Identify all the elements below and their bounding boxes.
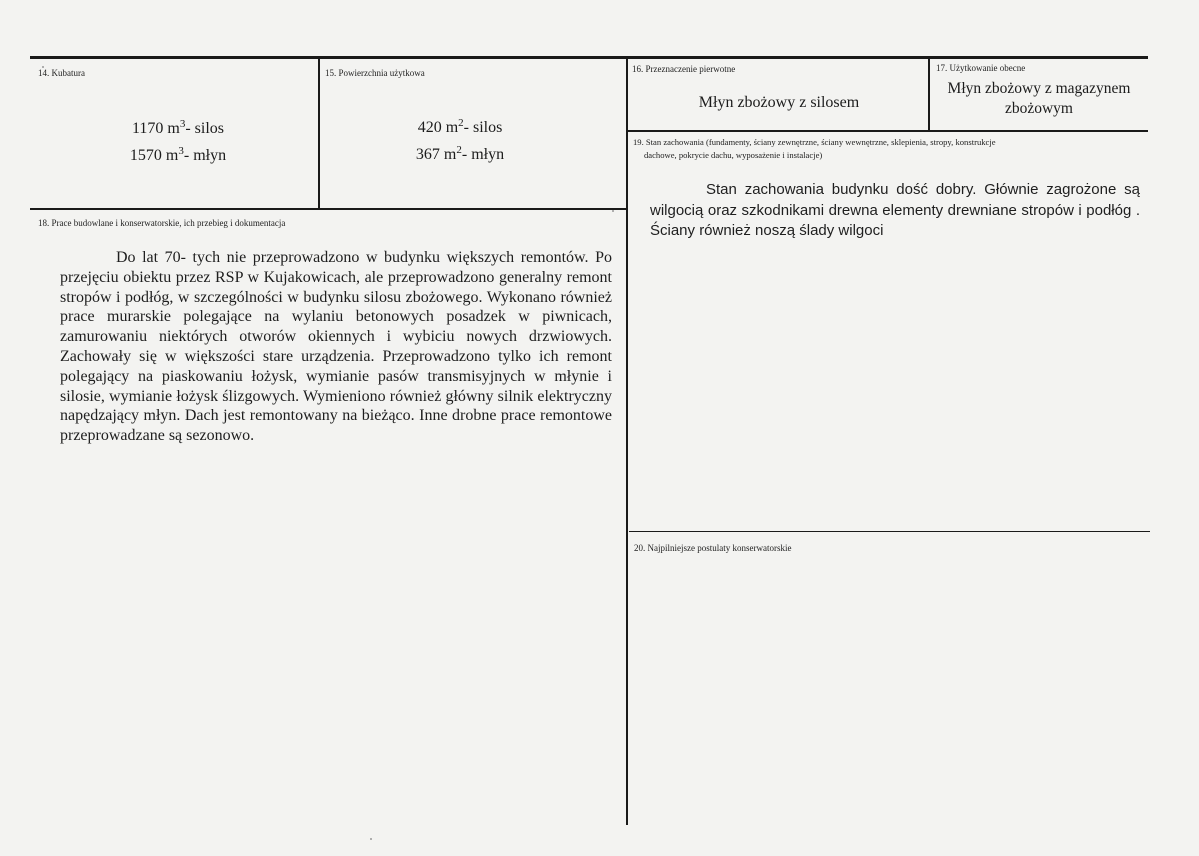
scan-speck [42, 66, 44, 68]
field-16-label: 16. Przeznaczenie pierwotne [632, 64, 736, 74]
field-20-label: 20. Najpilniejsze postulaty konserwatorskie [634, 543, 792, 553]
field-15-value-mlyn: 367 $m^2-$ młyn [415, 144, 505, 163]
top-border-line [30, 56, 1148, 59]
divider-row1-left [30, 208, 627, 210]
field-19-label-line2: dachowe, pokrycie dachu, wyposażenie i instalacje) [644, 150, 823, 160]
field-18-text: Do lat 70- tych nie przeprowadzono w budynku większych remontów. Po przejęciu obiektu przez RSP w Kujakowicach, ale przeprowadzono generalny remont stropów i podłóg, w szczególności w budynku silosu zbożowego. Wykonano również prace murarskie polegające na wylaniu betonowych posadzek w piwnicach, zamurowaniu niektórych otworów okiennych i wybiciu nowych drzwiowych. Zachowały się w większości stare urządzenia. Przeprowadzono tylko ich remont polegający na piaskowaniu łożysk, wymianie pasów transmisyjnych w młynie i silosie, wymianie łożysk ślizgowych. Wymieniono również główny silnik elektryczny napędzający młyn. Dach jest remontowany na bieżąco. Inne drobne prace remontowe przeprowadzane są sezonowo. [60, 249, 612, 445]
field-15-value-silos: 420 $m^2-$ silos [417, 117, 503, 136]
divider-field20 [629, 531, 1150, 532]
field-15-label: 15. Powierzchnia użytkowa [325, 68, 425, 78]
field-14-label: 14. Kubatura [38, 68, 85, 78]
field-14-value-silos: 1170 $m^3-$ silos [131, 118, 225, 137]
divider-row1-right [627, 130, 1148, 132]
scan-speck [370, 838, 372, 840]
field-19-text: Stan zachowania budynku dość dobry. Głównie zagrożone są wilgocią oraz szkodnikami drewna elementy drewniane stropów i podłóg . Ściany również noszą ślady wilgoci [650, 181, 1140, 239]
field-19-label-line1: 19. Stan zachowania (fundamenty, ściany zewnętrzne, ściany wewnętrzne, sklepienia, stropy, konstrukcje [633, 137, 996, 147]
field-18-label: 18. Prace budowlane i konserwatorskie, ich przebieg i dokumentacja [38, 218, 286, 228]
field-17-value-line2: zbożowym [1004, 100, 1073, 117]
scan-speck [612, 210, 614, 212]
divider-main-column [626, 58, 628, 825]
field-17-label: 17. Użytkowanie obecne [936, 63, 1026, 73]
field-14-value-mlyn: 1570 $m^3-$ młyn [129, 145, 227, 164]
field-16-value: Młyn zbożowy z silosem [698, 94, 860, 111]
field-17-value-line1: Młyn zbożowy z magazynem [947, 80, 1131, 97]
